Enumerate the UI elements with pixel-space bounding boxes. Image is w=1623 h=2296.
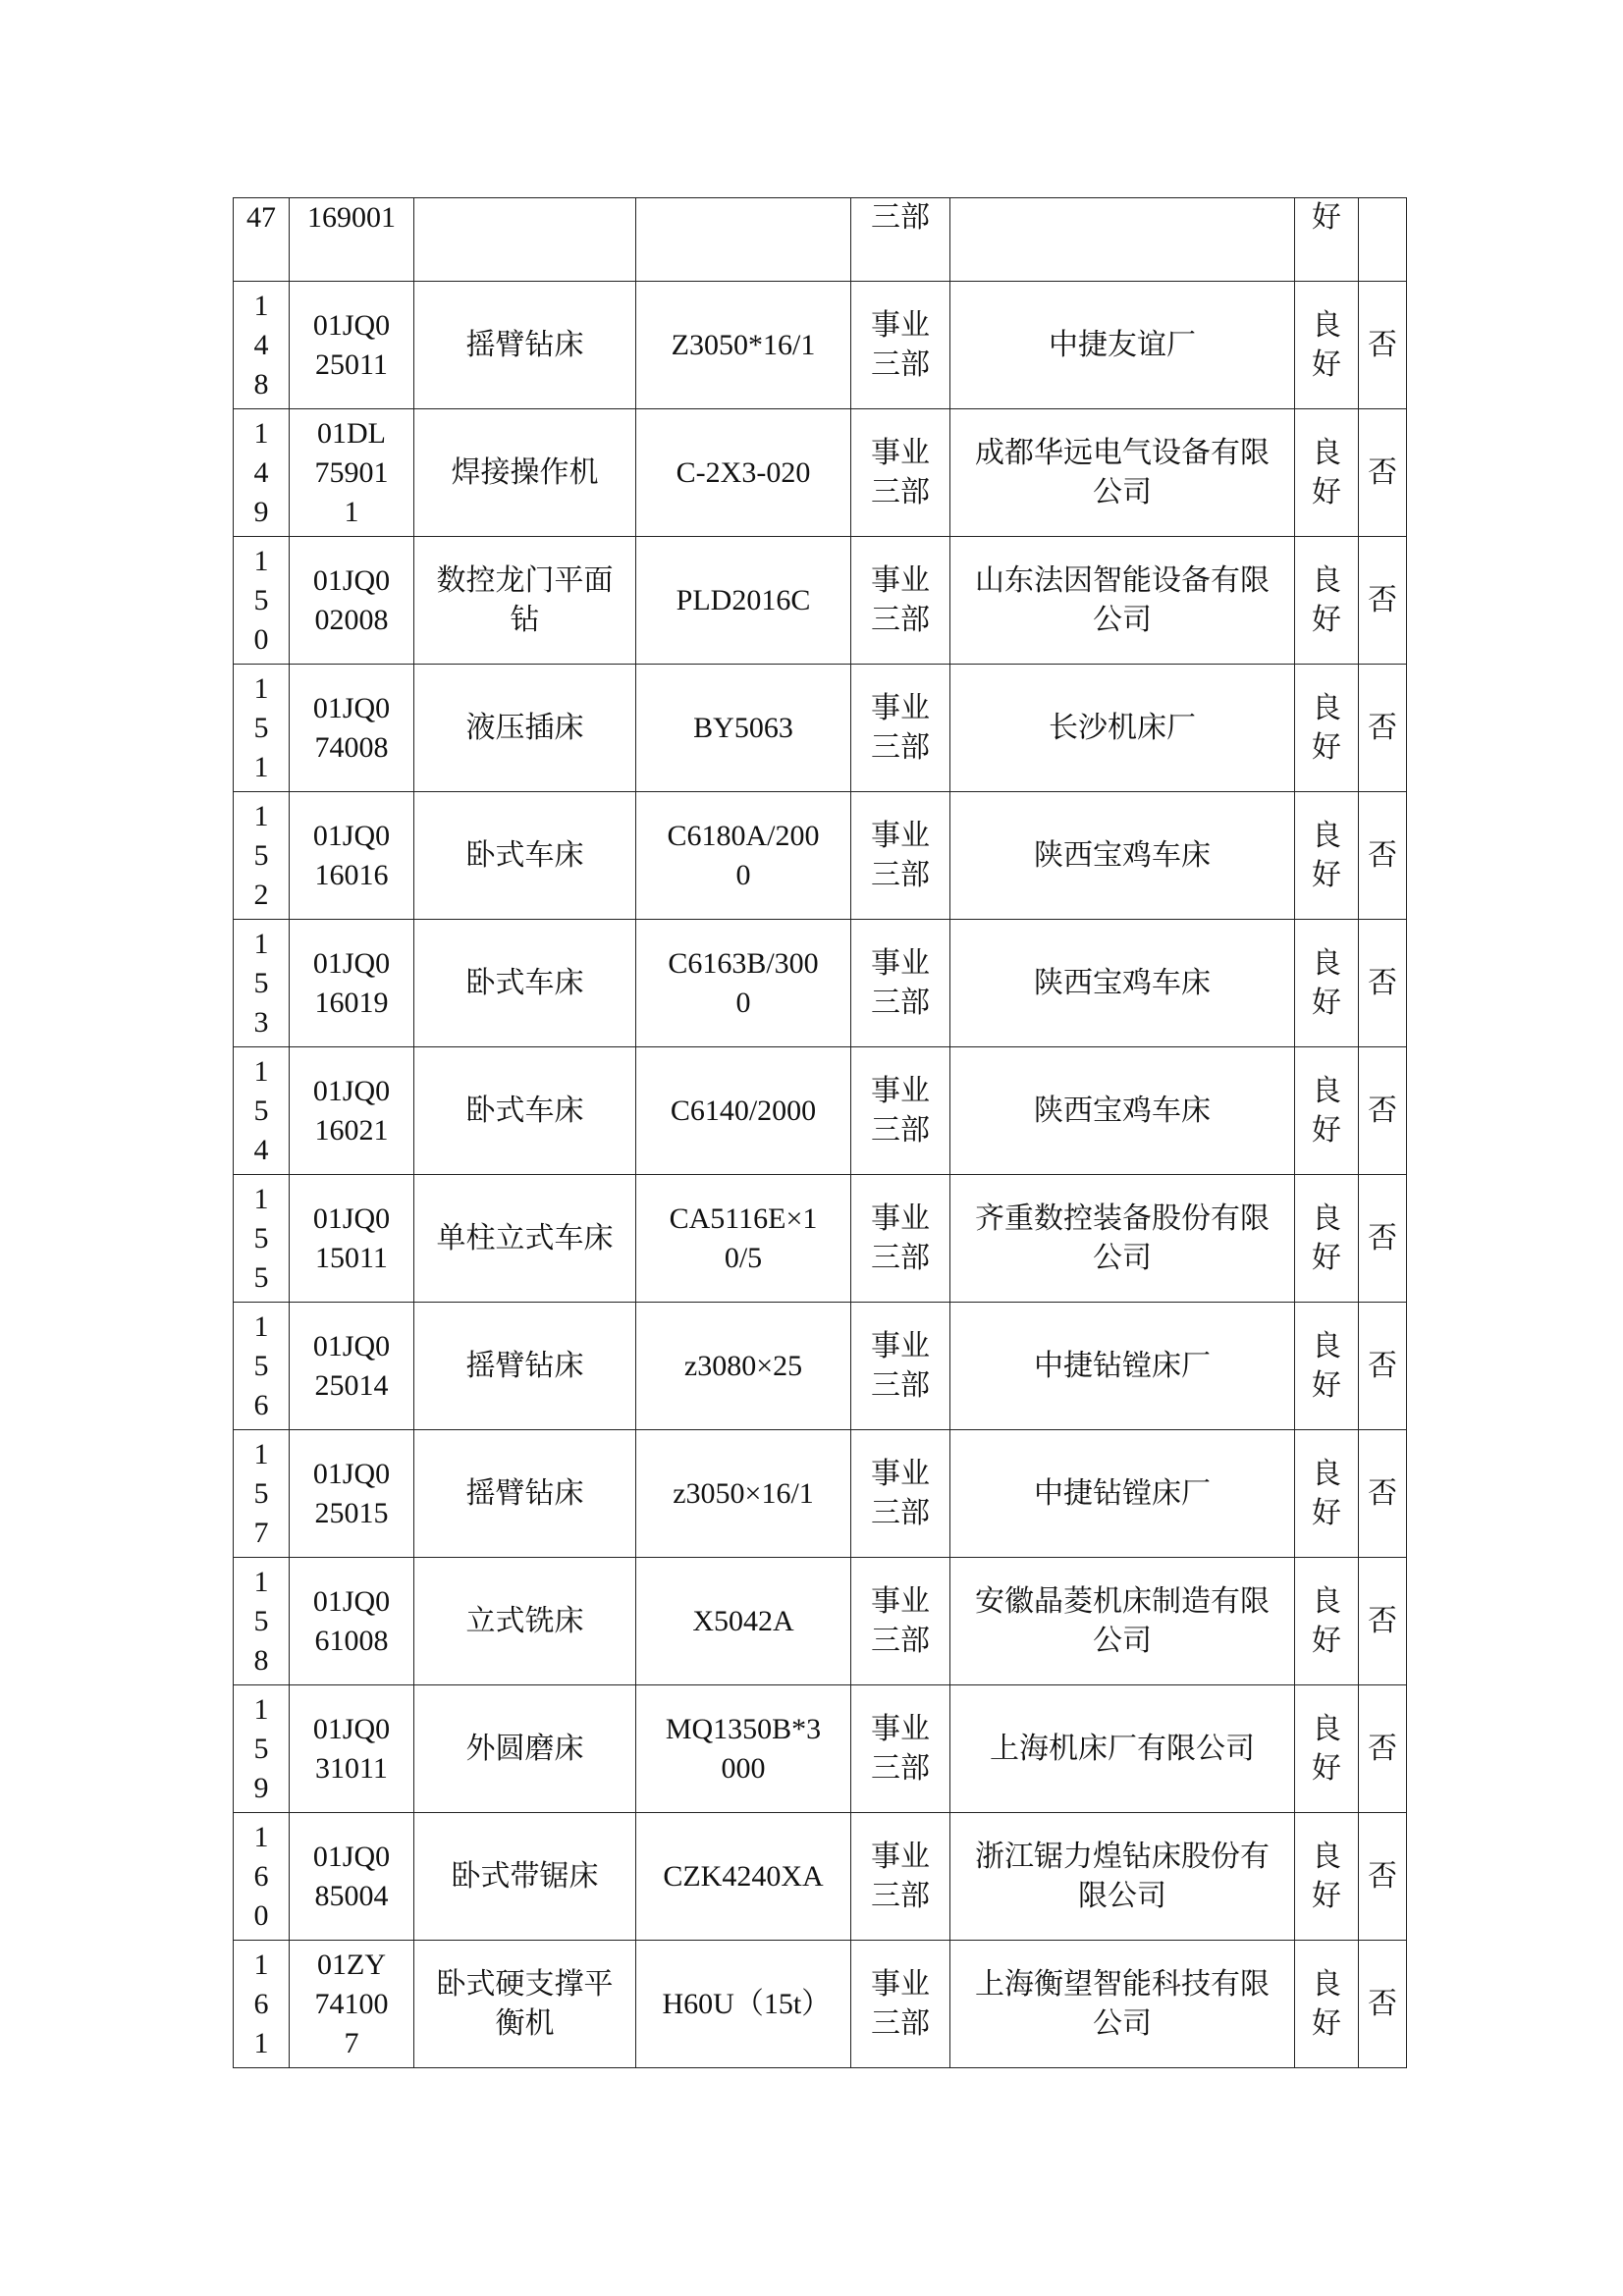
maker-cell [950, 537, 1295, 665]
name-cell [414, 792, 636, 920]
status-cell [1295, 920, 1359, 1047]
maker-cell [950, 198, 1295, 282]
name-cell [414, 1558, 636, 1685]
model-cell [636, 1941, 851, 2068]
maker-text: 中捷钻镗床厂 [1034, 1475, 1211, 1511]
flag-cell [1359, 1303, 1407, 1430]
maker-text: 安徽晶菱机床制造有限公司 [975, 1583, 1270, 1658]
table-row [234, 282, 1407, 409]
name-text: 摇臂钻床 [465, 1348, 584, 1383]
model-cell [636, 1303, 851, 1430]
seq-cell [234, 1813, 290, 1941]
flag-cell [1359, 282, 1407, 409]
dept-cell [851, 1430, 950, 1558]
status-text: 良好 [1312, 1201, 1341, 1275]
model-text: BY5063 [693, 711, 793, 744]
seq-cell [234, 1558, 290, 1685]
flag-text: 否 [1368, 1475, 1397, 1511]
seq-text: 156 [253, 1309, 269, 1421]
model-cell [636, 1685, 851, 1813]
seq-text: 155 [253, 1182, 269, 1294]
status-text: 良好 [1312, 562, 1341, 637]
status-cell [1295, 198, 1359, 282]
code-text: 01JQ025011 [312, 308, 391, 381]
code-text: 01JQ061008 [312, 1584, 391, 1657]
status-text: 好 [1312, 200, 1341, 235]
seq-text: 157 [253, 1437, 269, 1549]
code-text: 01JQ074008 [312, 691, 391, 764]
maker-cell [950, 1813, 1295, 1941]
flag-text: 否 [1368, 1603, 1397, 1638]
seq-cell [234, 1175, 290, 1303]
seq-cell [234, 537, 290, 665]
flag-text: 否 [1368, 1731, 1397, 1766]
code-text: 01DL759011 [314, 416, 389, 528]
seq-cell [234, 792, 290, 920]
flag-cell [1359, 1047, 1407, 1175]
model-cell [636, 282, 851, 409]
dept-cell [851, 792, 950, 920]
maker-cell [950, 1685, 1295, 1813]
flag-text: 否 [1368, 1220, 1397, 1255]
flag-cell [1359, 792, 1407, 920]
status-cell [1295, 1175, 1359, 1303]
code-cell [290, 282, 414, 409]
dept-text: 事业三部 [871, 1966, 930, 2041]
dept-cell [851, 282, 950, 409]
seq-cell [234, 198, 290, 282]
name-cell [414, 1685, 636, 1813]
code-cell [290, 1175, 414, 1303]
table-row [234, 1685, 1407, 1813]
status-text: 良好 [1312, 435, 1341, 509]
maker-cell [950, 792, 1295, 920]
dept-cell [851, 1558, 950, 1685]
model-cell [636, 665, 851, 792]
dept-cell [851, 1047, 950, 1175]
status-cell [1295, 1430, 1359, 1558]
flag-text: 否 [1368, 837, 1397, 873]
code-cell [290, 198, 414, 282]
flag-cell [1359, 665, 1407, 792]
status-text: 良好 [1312, 945, 1341, 1020]
maker-text: 陕西宝鸡车床 [1034, 837, 1211, 873]
model-text: H60U（15t） [662, 1987, 832, 2020]
table-row [234, 1941, 1407, 2068]
name-text: 摇臂钻床 [465, 327, 584, 362]
name-text: 外圆磨床 [465, 1731, 584, 1766]
maker-text: 上海衡望智能科技有限公司 [975, 1966, 1270, 2041]
name-cell [414, 1047, 636, 1175]
seq-text: 150 [253, 544, 269, 656]
model-cell [636, 1047, 851, 1175]
seq-text: 148 [253, 289, 269, 400]
seq-cell [234, 1430, 290, 1558]
seq-text: 153 [253, 927, 269, 1039]
dept-cell [851, 920, 950, 1047]
code-cell [290, 1941, 414, 2068]
status-cell [1295, 1685, 1359, 1813]
seq-cell [234, 665, 290, 792]
dept-text: 三部 [871, 200, 930, 235]
maker-cell [950, 1047, 1295, 1175]
maker-cell [950, 282, 1295, 409]
seq-text: 161 [253, 1948, 269, 2059]
maker-cell [950, 665, 1295, 792]
model-cell [636, 1813, 851, 1941]
name-text: 卧式车床 [465, 1093, 584, 1128]
dept-cell [851, 537, 950, 665]
seq-cell [234, 920, 290, 1047]
table-row [234, 537, 1407, 665]
code-text: 01JQ015011 [312, 1201, 391, 1274]
seq-cell [234, 1303, 290, 1430]
table-row [234, 1175, 1407, 1303]
code-text: 01JQ016021 [312, 1074, 391, 1147]
dept-text: 事业三部 [871, 1073, 930, 1148]
dept-cell [851, 665, 950, 792]
dept-text: 事业三部 [871, 1456, 930, 1530]
name-text: 摇臂钻床 [465, 1475, 584, 1511]
code-cell [290, 1430, 414, 1558]
model-text: PLD2016C [676, 583, 811, 616]
name-text: 单柱立式车床 [436, 1220, 614, 1255]
dept-cell [851, 1175, 950, 1303]
status-text: 良好 [1312, 1073, 1341, 1148]
table-row [234, 665, 1407, 792]
model-text: C6140/2000 [670, 1094, 817, 1127]
table-row [234, 1303, 1407, 1430]
dept-text: 事业三部 [871, 818, 930, 892]
code-cell [290, 1813, 414, 1941]
status-text: 良好 [1312, 690, 1341, 765]
flag-text: 否 [1368, 1986, 1397, 2021]
status-cell [1295, 1941, 1359, 2068]
flag-text: 否 [1368, 710, 1397, 745]
code-cell [290, 792, 414, 920]
name-cell [414, 1813, 636, 1941]
maker-cell [950, 1558, 1295, 1685]
seq-text: 154 [253, 1054, 269, 1166]
seq-text: 47 [246, 201, 276, 234]
dept-text: 事业三部 [871, 1839, 930, 1913]
table-row [234, 1047, 1407, 1175]
maker-cell [950, 1941, 1295, 2068]
flag-cell [1359, 1430, 1407, 1558]
name-text: 液压插床 [465, 710, 584, 745]
status-text: 良好 [1312, 1966, 1341, 2041]
table-row [234, 1430, 1407, 1558]
flag-text: 否 [1368, 327, 1397, 362]
name-cell [414, 282, 636, 409]
maker-text: 上海机床厂有限公司 [990, 1731, 1255, 1766]
name-text: 卧式车床 [465, 965, 584, 1000]
model-cell [636, 537, 851, 665]
code-text: 01ZY741007 [314, 1948, 389, 2059]
flag-cell [1359, 409, 1407, 537]
name-text: 卧式车床 [465, 837, 584, 873]
model-cell [636, 792, 851, 920]
maker-cell [950, 1303, 1295, 1430]
code-text: 01JQ016016 [312, 819, 391, 891]
flag-cell [1359, 198, 1407, 282]
code-cell [290, 409, 414, 537]
model-cell [636, 920, 851, 1047]
flag-text: 否 [1368, 1858, 1397, 1894]
status-cell [1295, 1047, 1359, 1175]
status-text: 良好 [1312, 1711, 1341, 1786]
code-text: 01JQ085004 [312, 1840, 391, 1912]
code-cell [290, 1303, 414, 1430]
code-cell [290, 1685, 414, 1813]
maker-text: 陕西宝鸡车床 [1034, 1093, 1211, 1128]
code-text: 01JQ016019 [312, 946, 391, 1019]
dept-cell [851, 1685, 950, 1813]
status-cell [1295, 282, 1359, 409]
status-cell [1295, 537, 1359, 665]
status-text: 良好 [1312, 1456, 1341, 1530]
seq-cell [234, 1941, 290, 2068]
model-text: X5042A [692, 1604, 794, 1637]
equipment-table [233, 197, 1407, 2068]
maker-cell [950, 1430, 1295, 1558]
table-row [234, 1813, 1407, 1941]
status-text: 良好 [1312, 307, 1341, 382]
model-text: Z3050*16/1 [671, 328, 816, 361]
flag-text: 否 [1368, 582, 1397, 617]
name-cell [414, 1941, 636, 2068]
code-text: 01JQ002008 [312, 563, 391, 636]
maker-text: 浙江锯力煌钻床股份有限公司 [975, 1839, 1270, 1913]
table-row [234, 920, 1407, 1047]
seq-cell [234, 1047, 290, 1175]
code-cell [290, 665, 414, 792]
name-cell [414, 1430, 636, 1558]
model-text: CZK4240XA [663, 1859, 824, 1893]
model-text: CA5116E×10/5 [669, 1201, 818, 1274]
status-text: 良好 [1312, 1839, 1341, 1913]
flag-text: 否 [1368, 1348, 1397, 1383]
status-cell [1295, 1813, 1359, 1941]
maker-cell [950, 920, 1295, 1047]
flag-cell [1359, 1558, 1407, 1685]
maker-text: 齐重数控装备股份有限公司 [975, 1201, 1270, 1275]
seq-text: 160 [253, 1820, 269, 1932]
table-body [234, 198, 1407, 2068]
model-text: MQ1350B*3000 [665, 1712, 822, 1785]
dept-cell [851, 409, 950, 537]
name-cell [414, 409, 636, 537]
model-text: z3080×25 [683, 1349, 803, 1382]
name-cell [414, 1175, 636, 1303]
seq-cell [234, 282, 290, 409]
model-text: z3050×16/1 [673, 1476, 814, 1510]
seq-text: 151 [253, 671, 269, 783]
flag-text: 否 [1368, 454, 1397, 490]
seq-cell [234, 1685, 290, 1813]
table-row [234, 409, 1407, 537]
status-cell [1295, 1303, 1359, 1430]
code-text: 01JQ025015 [312, 1457, 391, 1529]
flag-text: 否 [1368, 1093, 1397, 1128]
model-cell [636, 198, 851, 282]
status-cell [1295, 665, 1359, 792]
code-cell [290, 920, 414, 1047]
name-cell [414, 1303, 636, 1430]
name-text: 立式铣床 [465, 1603, 584, 1638]
flag-cell [1359, 1813, 1407, 1941]
flag-cell [1359, 1941, 1407, 2068]
status-text: 良好 [1312, 1583, 1341, 1658]
dept-text: 事业三部 [871, 307, 930, 382]
dept-cell [851, 198, 950, 282]
dept-text: 事业三部 [871, 1201, 930, 1275]
code-cell [290, 1047, 414, 1175]
model-cell [636, 1430, 851, 1558]
flag-cell [1359, 1175, 1407, 1303]
maker-cell [950, 1175, 1295, 1303]
name-text: 卧式硬支撑平衡机 [436, 1966, 614, 2041]
table-row [234, 792, 1407, 920]
flag-cell [1359, 1685, 1407, 1813]
name-cell [414, 665, 636, 792]
model-text: C-2X3-020 [676, 455, 811, 489]
name-text: 焊接操作机 [451, 454, 599, 490]
dept-text: 事业三部 [871, 690, 930, 765]
seq-text: 158 [253, 1565, 269, 1677]
maker-text: 陕西宝鸡车床 [1034, 965, 1211, 1000]
seq-text: 152 [253, 799, 269, 911]
maker-text: 中捷钻镗床厂 [1034, 1348, 1211, 1383]
code-cell [290, 537, 414, 665]
table-row-continued [234, 198, 1407, 282]
code-text: 01JQ025014 [312, 1329, 391, 1402]
seq-text: 159 [253, 1692, 269, 1804]
status-cell [1295, 792, 1359, 920]
flag-cell [1359, 920, 1407, 1047]
dept-text: 事业三部 [871, 1711, 930, 1786]
maker-text: 成都华远电气设备有限公司 [975, 435, 1270, 509]
seq-text: 149 [253, 416, 269, 528]
dept-cell [851, 1303, 950, 1430]
status-text: 良好 [1312, 818, 1341, 892]
status-cell [1295, 409, 1359, 537]
flag-text: 否 [1368, 965, 1397, 1000]
dept-text: 事业三部 [871, 945, 930, 1020]
dept-cell [851, 1941, 950, 2068]
model-cell [636, 409, 851, 537]
dept-text: 事业三部 [871, 1328, 930, 1403]
flag-cell [1359, 537, 1407, 665]
dept-text: 事业三部 [871, 562, 930, 637]
seq-cell [234, 409, 290, 537]
dept-text: 事业三部 [871, 1583, 930, 1658]
code-cell [290, 1558, 414, 1685]
maker-text: 中捷友谊厂 [1049, 327, 1196, 362]
code-text: 169001 [307, 201, 396, 234]
name-cell [414, 537, 636, 665]
model-text: C6180A/2000 [667, 819, 820, 891]
table-row [234, 1558, 1407, 1685]
name-cell [414, 198, 636, 282]
code-text: 01JQ031011 [312, 1712, 391, 1785]
model-cell [636, 1175, 851, 1303]
dept-text: 事业三部 [871, 435, 930, 509]
status-text: 良好 [1312, 1328, 1341, 1403]
model-cell [636, 1558, 851, 1685]
name-text: 卧式带锯床 [451, 1858, 599, 1894]
maker-text: 山东法因智能设备有限公司 [975, 562, 1270, 637]
dept-cell [851, 1813, 950, 1941]
name-cell [414, 920, 636, 1047]
model-text: C6163B/3000 [668, 946, 819, 1019]
maker-cell [950, 409, 1295, 537]
maker-text: 长沙机床厂 [1049, 710, 1196, 745]
name-text: 数控龙门平面钻 [436, 562, 614, 637]
status-cell [1295, 1558, 1359, 1685]
